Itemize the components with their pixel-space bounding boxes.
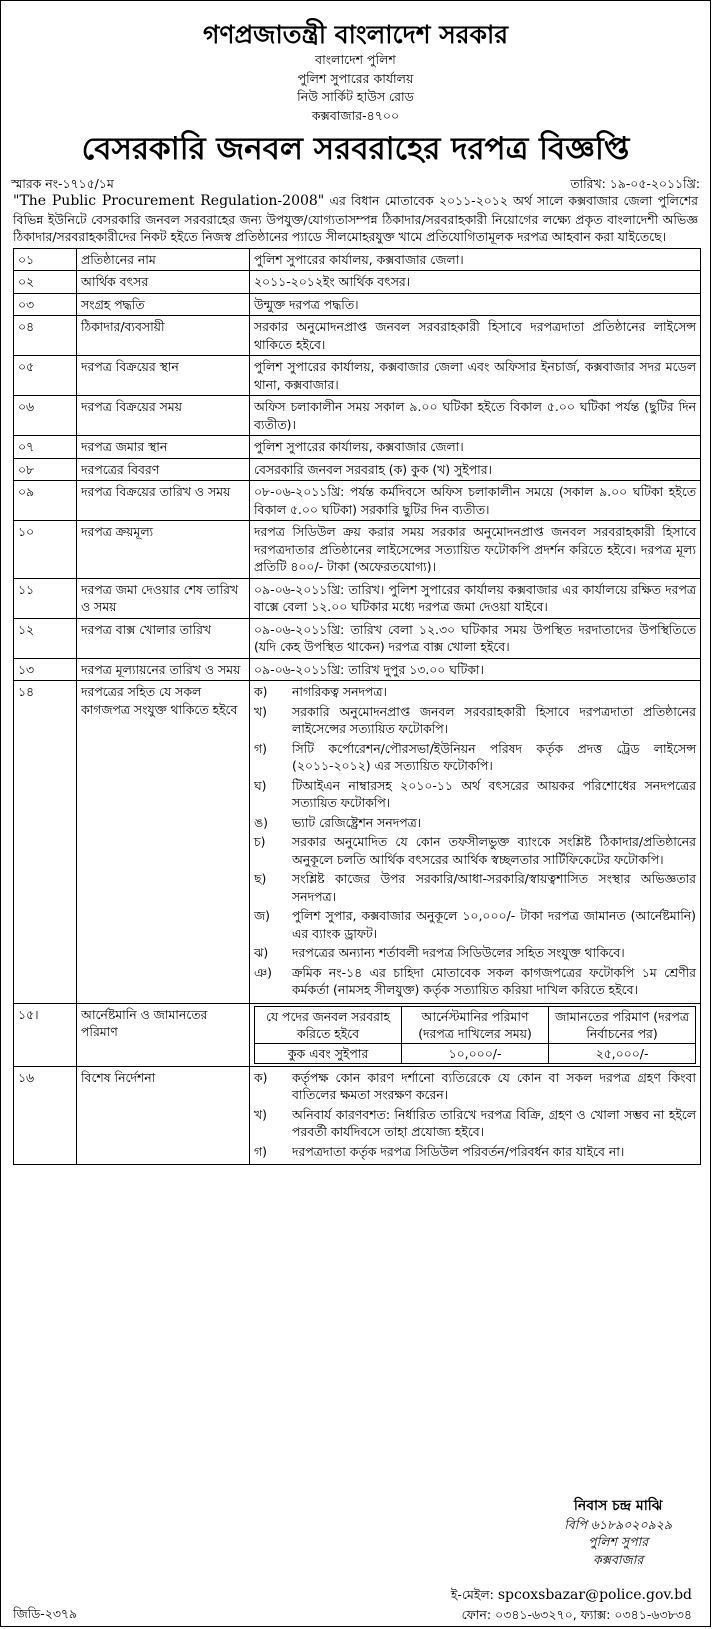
table-row (14, 578, 701, 618)
table-row (14, 681, 701, 1004)
regulation-name: "The Public Procurement Regulation-2008" (13, 193, 325, 209)
signature-block (564, 1498, 672, 1568)
office-line: পুলিশ সুপারের কার্যালয় (297, 70, 414, 86)
row-value: ২০১১-২০১২ইং আর্থিক বৎসর। (250, 271, 701, 294)
list-item-text: সংশ্লিষ্ট কাজের উপর সরকারি/আধা-সরকারি/স্বায়ত্বশাসিত সংস্থার অভিজ্ঞতার সনদপত্র। (292, 871, 696, 904)
table-row (14, 293, 701, 316)
row-number: ১২ (14, 618, 77, 658)
list-item-marker: ঙ) (254, 814, 268, 830)
row-label: আর্থিক বৎসর (77, 271, 250, 294)
row-number: ১৫। (14, 1003, 77, 1066)
list-item-text: নাগরিকত্ব সনদপত্র। (292, 684, 387, 699)
signatory-place: কক্সবাজার (593, 1551, 644, 1567)
list-item (254, 814, 696, 832)
list-item-text: দরপত্রদাতা কর্তৃক দরপত্র সিডিউল পরিবর্তন/পরিবর্ধন কার যাইবে না। (292, 1143, 625, 1159)
row-number: ০৭ (14, 436, 77, 459)
row-value: বেসরকারি জনবল সরবরাহ (ক) কুক (খ) সুইপার। (250, 458, 701, 481)
list-item (254, 777, 696, 812)
row-label: দরপত্র জমার স্থান (77, 436, 250, 459)
intro-text: এর বিধান মোতাবেক ২০১১-২০১২ অর্থ সালে কক্সবাজার জেলা পুলিশের বিভিন্ন ইউনিটে বেসরকারি জনবল সরবরাহের জন্য উপযুক্ত/যোগ্যতাসম্পন্ন ঠিকাদার/সরবরাহকারী নিয়োগের লক্ষ্যে প্রকৃত বাংলাদেশী অভিজ্ঞ ঠিকাদার/সরবরাহকারীদের নিকট হইতে নিজস্ব প্রতিষ্ঠানের প্যাডে সীলমোহরযুক্ত খামে প্রতিযোগিতামূলক দরপত্র আহবান করা যাইতেছে। (13, 193, 698, 244)
row-number: ০৯ (14, 481, 77, 521)
post-header: যে পদের জনবল সরবরাহ করিতে হইবে (255, 1006, 402, 1043)
gd-number: জিডি-২৩৭৯ (13, 1606, 77, 1621)
list-item (254, 1106, 696, 1141)
list-item-marker: চ) (254, 834, 266, 849)
reference-line (1, 175, 710, 192)
table-row (14, 658, 701, 681)
row-value: সরকার অনুমোদনপ্রাপ্ত জনবল সরবরাহকারী হিসাবে দরপত্রদাতা প্রতিষ্ঠানের লাইসেন্স থাকিতে হইবে। (250, 316, 701, 356)
list-item-marker: ক) (254, 684, 268, 699)
list-item (254, 870, 696, 905)
list-item (254, 740, 696, 775)
office-address (1, 51, 710, 125)
row-number: ০৬ (14, 396, 77, 436)
row-label: দরপত্র মূল্যায়নের তারিখ ও সময় (77, 658, 250, 681)
row-number: ১৪ (14, 681, 77, 1004)
earnest-money-header: আর্নেস্টমানির পরিমাণ (দরপত্র দাখিলের সময়) (402, 1006, 549, 1043)
table-row (14, 481, 701, 521)
row-value: পুলিশ সুপারের কার্যালয়, কক্সবাজার জেলা এবং অফিসার ইনচার্জ, কক্সবাজার সদর মডেল থানা, কক্সবাজার। (250, 356, 701, 396)
row-label: দরপত্র জমা দেওয়ার শেষ তারিখ ও সময় (77, 578, 250, 618)
list-item-marker: জ) (254, 908, 270, 923)
row-value: পুলিশ সুপারের কার্যালয়, কক্সবাজার জেলা। (250, 436, 701, 459)
row-label: দরপত্র বিক্রয়ের তারিখ ও সময় (77, 481, 250, 521)
list-item-text: দরপত্রের অন্যান্য শর্তাবলী দরপত্র সিডিউলের সহিত সংযুক্ত থাকিবে। (292, 945, 625, 960)
row-number: ১৬ (14, 1066, 77, 1165)
row-value: ০৯-০৬-২০১১খ্রি: তারিখ। পুলিশ সুপারের কার্যালয় কক্সবাজার এর কার্যালয়ে রক্ষিত দরপত্র বাক্সে বেলা ১২.০০ ঘটিকার মধ্যে দরপত্র জমা দেওয়া যাইবে। (250, 578, 701, 618)
deposit-header-row (255, 1006, 696, 1043)
row-label: প্রতিষ্ঠানের নাম (77, 248, 250, 271)
phone-line: ফোন: ০৩৪১-৬৩২৭০, ফ্যাক্স: ০৩৪১-৬৩৮৩৪ (461, 1607, 692, 1622)
email-address: spcoxsbazar@police.gov.bd (497, 1587, 692, 1603)
security-value: ২৫,০০০/- (549, 1043, 696, 1063)
list-item (254, 703, 696, 738)
list-item-marker: ক) (254, 1069, 268, 1085)
designation: পুলিশ সুপার (588, 1534, 649, 1549)
list-item (254, 1143, 696, 1161)
row-number: ০৩ (14, 293, 77, 316)
table-row (14, 1066, 701, 1165)
row-number: ১১ (14, 578, 77, 618)
security-header: জামানতের পরিমাণ (দরপত্র নির্বাচনের পর) (549, 1006, 696, 1043)
list-item (254, 683, 696, 701)
row-value: পুলিশ সুপারের কার্যালয়, কক্সবাজার জেলা। (250, 248, 701, 271)
memo-number: স্মারক নং-১৭১৫/১ম (11, 176, 114, 191)
notice-title: বেসরকারি জনবল সরবরাহের দরপত্র বিজ্ঞপ্তি (81, 131, 630, 167)
row-number: ০২ (14, 271, 77, 294)
earnest-money-value: ১০,০০০/- (402, 1043, 549, 1063)
office-line: কক্সবাজার-৪৭০০ (311, 107, 400, 123)
contact-block (451, 1585, 692, 1625)
office-line: বাংলাদেশ পুলিশ (315, 52, 396, 67)
row-number: ০৫ (14, 356, 77, 396)
row-value: অফিস চলাকালীন সময় সকাল ৯.০০ ঘটিকা হইতে বিকাল ৫.০০ ঘটিকা পর্যন্ত (ছুটির দিন ব্যতীত)। (250, 396, 701, 436)
list-item-marker: গ) (254, 1143, 267, 1159)
notice-date: তারিখ: ১৯-০৫-২০১১খ্রি: (570, 176, 700, 191)
deposit-value-row (255, 1043, 696, 1063)
list-item (254, 944, 696, 962)
row-number: ০৪ (14, 316, 77, 356)
bp-number: বিপি ৬১৮৯০২০৯২৯ (564, 1516, 672, 1532)
list-item-text: সরকার অনুমোদিত যে কোন তফসীলভুক্ত ব্যাংকে সংশ্লিষ্ট ঠিকাদার/প্রতিষ্ঠানের অনুকূলে চলতি আর্থিক বৎসরের আর্থিক স্বচ্ছলতার সার্টিফিকেটের ফটোকপি। (292, 834, 696, 867)
office-line: নিউ সার্কিট হাউস রোড (297, 89, 414, 104)
list-item (254, 964, 696, 999)
row-number: ০১ (14, 248, 77, 271)
email-line (451, 1585, 692, 1605)
list-item (254, 833, 696, 868)
list-item-marker: গ) (254, 740, 267, 756)
list-item (254, 907, 696, 942)
row-label: দরপত্র বিক্রয়ের সময় (77, 396, 250, 436)
row-value: ০৯-০৬-২০১১খ্রি: তারিখ বেলা ১২.৩০ ঘটিকার সময় উপস্থিত দরদাতাদের উপস্থিতিতে (যদি কেহ উপস্থিত থাকেন) দরপত্র বাক্স খোলা হইবে। (250, 618, 701, 658)
intro-paragraph (1, 192, 710, 246)
row-number: ০৮ (14, 458, 77, 481)
list-item-text: অনিবার্য কারণবশত: নির্ধারিত তারিখে দরপত্র বিক্রি, গ্রহণ ও খোলা সম্ভব না হইলে পরবর্তী কার্যদিবসে তাহা প্রযোজ্য হইবে। (292, 1106, 696, 1139)
row-number: ১০ (14, 521, 77, 579)
list-item-marker: খ) (254, 1106, 267, 1122)
table-row (14, 618, 701, 658)
list-item-text: সরকারি অনুমোদনপ্রাপ্ত জনবল সরবরাহকারী হিসাবে দরপত্রদাতা প্রতিষ্ঠানের লাইসেন্সের সত্যায়িত ফটোকপি। (292, 703, 696, 736)
table-row (14, 248, 701, 271)
post-value: কুক এবং সুইপার (255, 1043, 402, 1063)
list-item-text: টিআইএন নাম্বারসহ ২০১০-১১ অর্থ বৎসরের আয়কর পরিশোধের সনদপত্রের সত্যায়িত ফটোকপি। (292, 777, 696, 810)
table-row (14, 521, 701, 579)
list-item-marker: ঞ) (254, 964, 272, 980)
row-value: দরপত্র সিডিউল ক্রয় করার সময় সরকার অনুমোদনপ্রাপ্ত জনবল সরবরাহকারী হিসাবে দরপত্রদাতার প্রতিষ্ঠানের লাইসেন্সের সত্যায়িত ফটোকপি প্রদর্শন করিতে হইবে। দরপত্র মূল্য প্রতিটি ৪০০/- টাকা (অফেরতযোগ্য)। (250, 521, 701, 579)
deposit-cell (250, 1003, 701, 1066)
row-label: ঠিকাদার/ব্যবসায়ী (77, 316, 250, 356)
row-label: সংগ্রহ পদ্ধতি (77, 293, 250, 316)
row-value: ০৮-০৬-২০১১খ্রি: পর্যন্ত কর্মদিবসে অফিস চলাকালীন সময়ে (সকাল ৯.০০ ঘটিকা হইতে বিকাল ৫.০০ ঘটিকা) সরকারি ছুটির দিন ব্যতীত। (250, 481, 701, 521)
row-label: দরপত্রের সহিত যে সকল কাগজপত্র সংযুক্ত থাকিতে হইবে (77, 681, 250, 1004)
list-item-text: ক্রমিক নং-১৪ এর চাহিদা মোতাবেক সকল কাগজপত্রের ফটোকপি ১ম শ্রেণীর কর্মকর্তা (নামসহ সীলযুক্ত) কর্তৃক সত্যায়িত করিয়া দাখিল করিতে হইবে। (292, 964, 696, 997)
table-row (14, 271, 701, 294)
list-item-text: ভ্যাট রেজিষ্ট্রেশন সনদপত্র। (292, 814, 422, 830)
row-label: দরপত্র ক্রয়মূল্য (77, 521, 250, 579)
list-item-text: সিটি কর্পোরেশন/পৌরসভা/ইউনিয়ন পরিষদ কর্তৃক প্রদত্ত ট্রেড লাইসেন্স (২০১১-২০১২) এর সত্যায়িত ফটোকপি। (292, 740, 696, 773)
row-value: উন্মুক্ত দরপত্র পদ্ধতি। (250, 293, 701, 316)
list-item-marker: ঘ) (254, 777, 267, 793)
instructions-list (250, 1066, 701, 1165)
row-number: ১৩ (14, 658, 77, 681)
row-label: দরপত্র বাক্স খোলার তারিখ (77, 618, 250, 658)
list-item (254, 1069, 696, 1104)
table-row (14, 396, 701, 436)
row-label: আর্নেষ্টমানি ও জামানতের পরিমাণ (77, 1003, 250, 1066)
email-label: ই-মেইল: (450, 1587, 498, 1602)
government-title: গণপ্রজাতন্ত্রী বাংলাদেশ সরকার (203, 20, 508, 49)
documents-list (250, 681, 701, 1004)
deposit-table (254, 1006, 696, 1064)
row-value: ০৯-০৬-২০১১খ্রি: তারিখ দুপুর ১৩.০০ ঘটিকা। (250, 658, 701, 681)
row-label: বিশেষ নির্দেশনা (77, 1066, 250, 1165)
table-row (14, 1003, 701, 1066)
list-item-text: পুলিশ সুপার, কক্সবাজার অনুকূলে ১০,০০০/- টাকা দরপত্র জামানত (আর্নেষ্টমানি) এর ব্যাংক ড্রাফট। (292, 908, 696, 941)
table-row (14, 458, 701, 481)
list-item-marker: খ) (254, 703, 267, 719)
row-label: দরপত্রের বিবরণ (77, 458, 250, 481)
signatory-name: নিবাস চন্দ্র মাঝি (573, 1498, 663, 1514)
list-item-marker: ছ) (254, 871, 267, 886)
list-item-text: কর্তৃপক্ষ কোন কারণ দর্শানো ব্যতিরেকে যে কোন বা সকল দরপত্র গ্রহণ কিংবা বাতিলের ক্ষমতা সংরক্ষণ করেন। (292, 1069, 696, 1102)
tender-details-table (13, 248, 701, 1166)
table-row (14, 316, 701, 356)
table-row (14, 436, 701, 459)
table-row (14, 356, 701, 396)
row-label: দরপত্র বিক্রয়ের স্থান (77, 356, 250, 396)
list-item-marker: ঝ) (254, 945, 269, 960)
